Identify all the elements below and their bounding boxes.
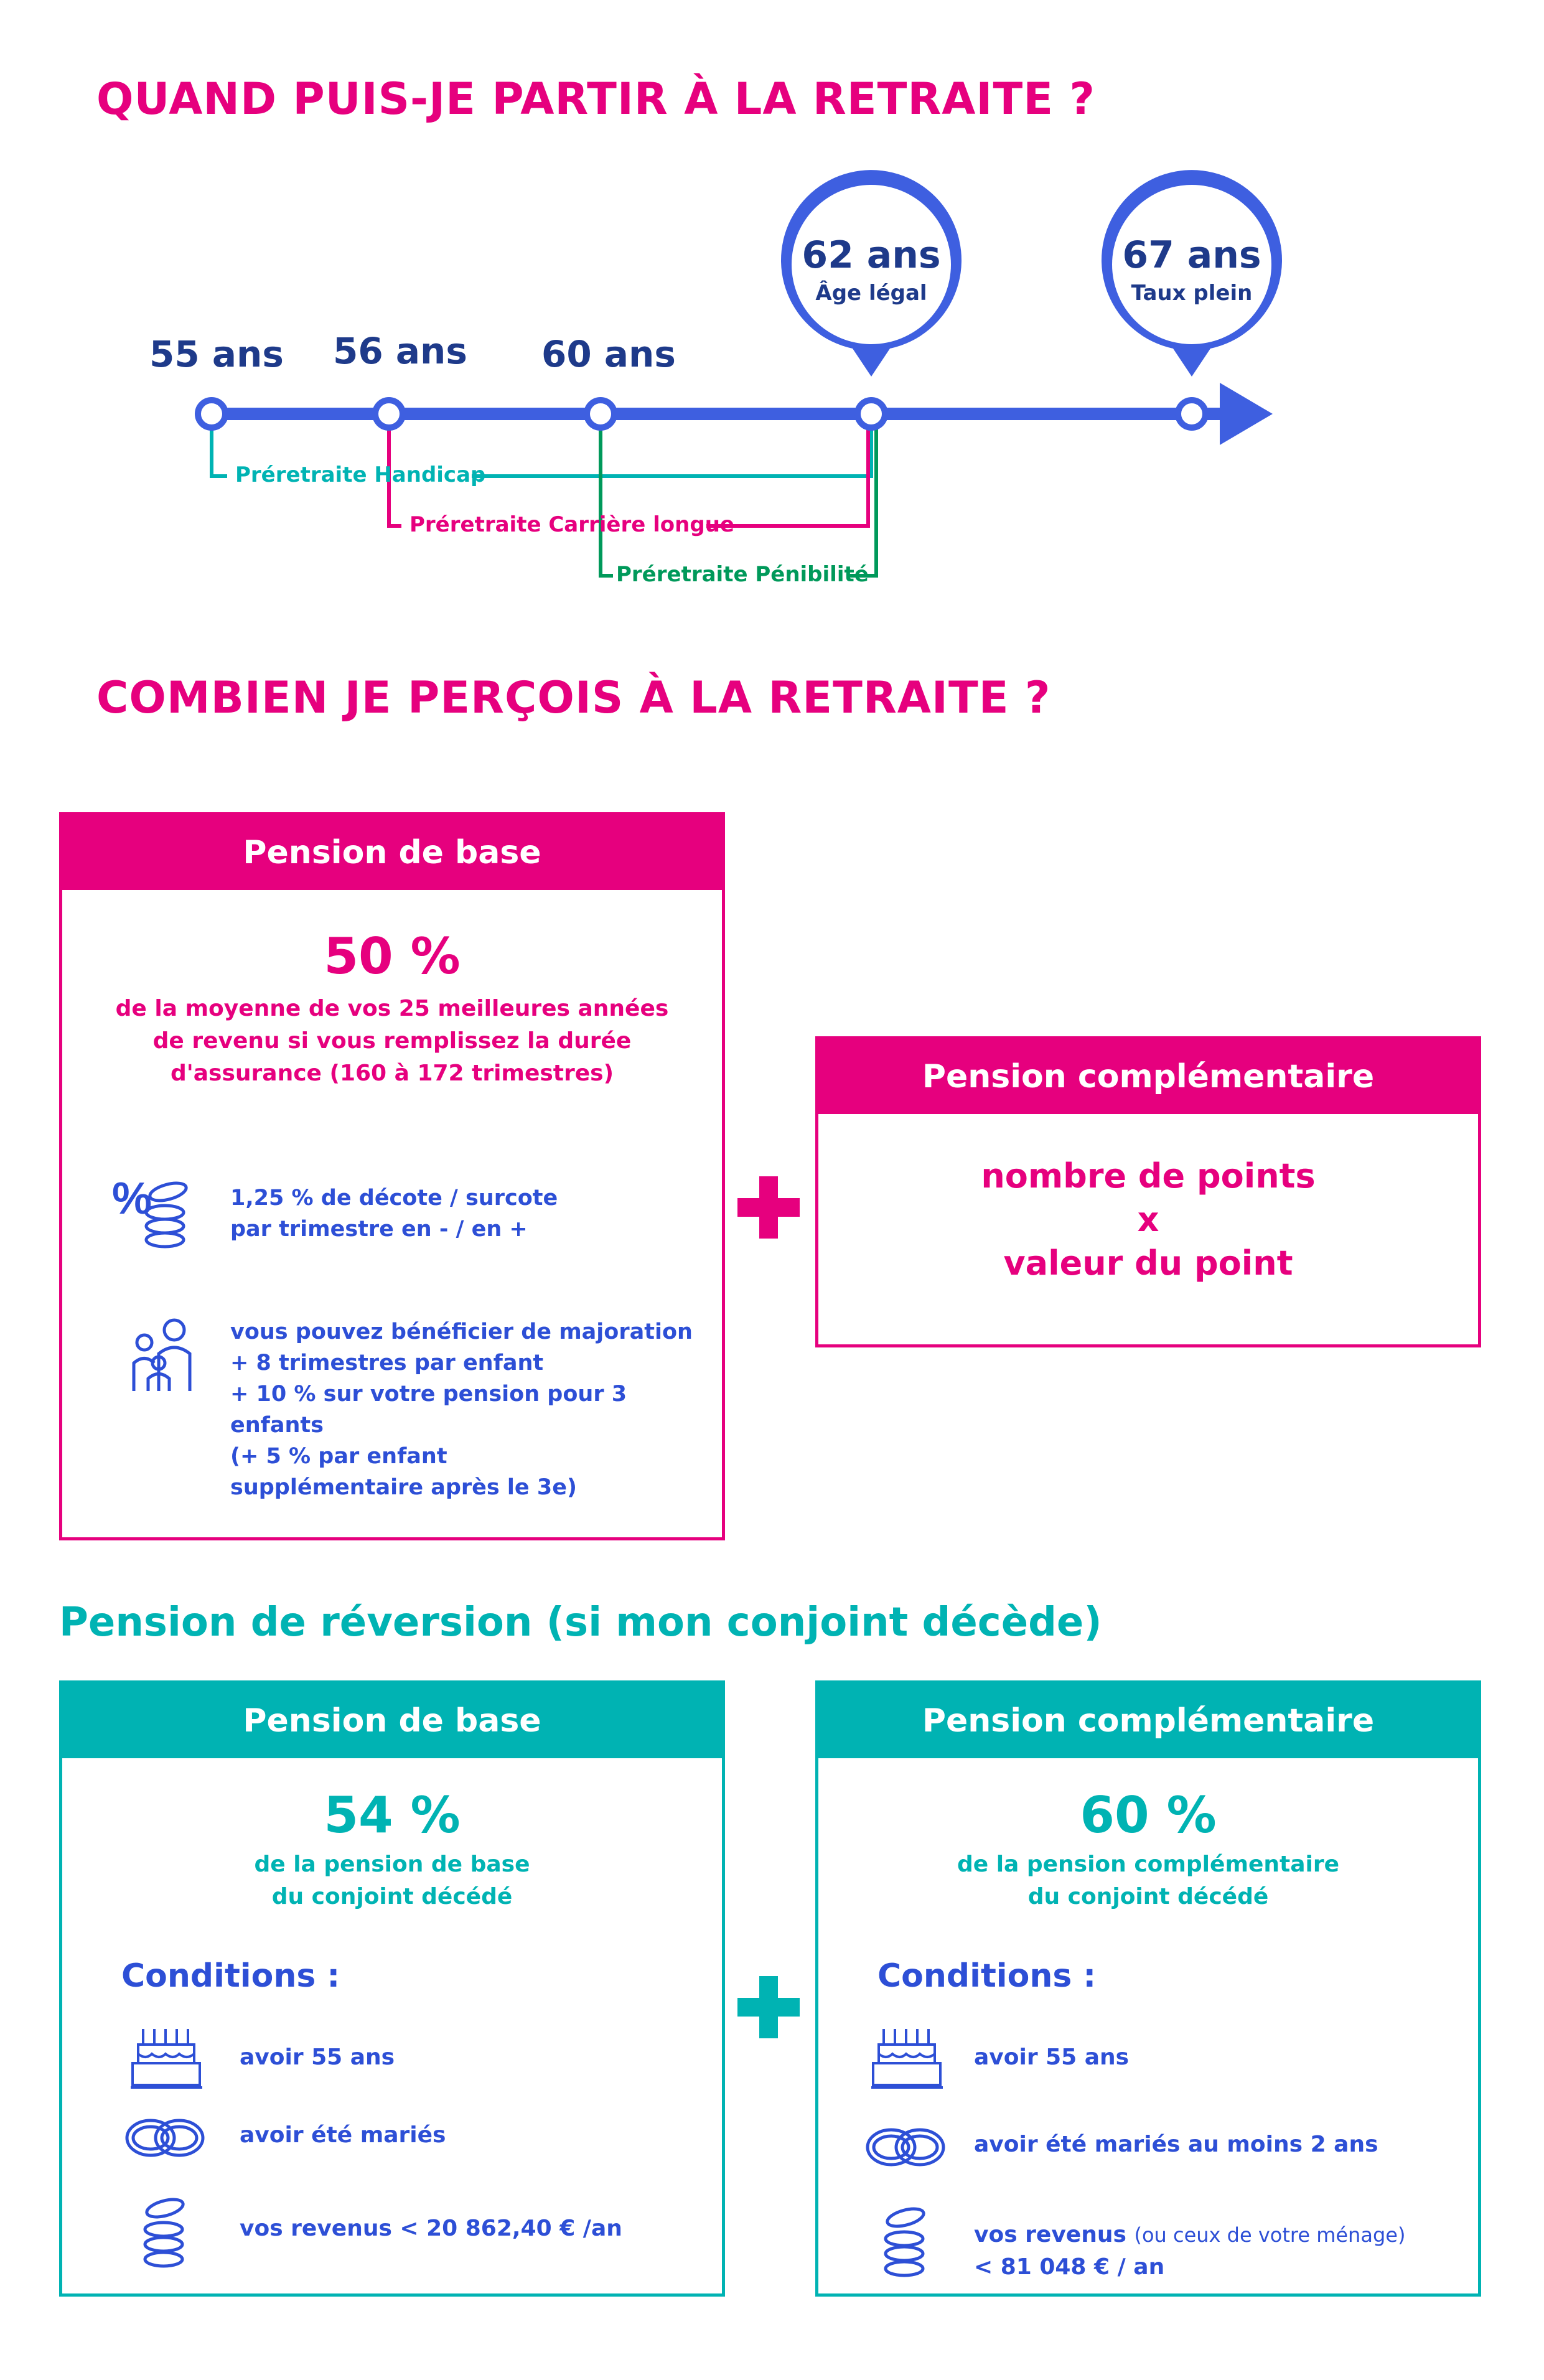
node-56 — [375, 400, 403, 428]
age-55: 55 ans — [149, 333, 284, 375]
reversion-base-header: Pension de base — [62, 1684, 722, 1758]
title-combien: COMBIEN JE PERÇOIS À LA RETRAITE ? — [96, 672, 1051, 723]
reversion-complementaire-box — [815, 1680, 1481, 2297]
condition-maries: avoir été mariés — [240, 2122, 446, 2148]
node-55 — [198, 400, 225, 428]
coins-icon — [140, 2197, 190, 2272]
conditions-title: Conditions : — [121, 1957, 340, 1995]
reversion-base-percent: 54 % — [324, 1786, 461, 1844]
condition-revenus: vos revenus < 20 862,40 € /an — [240, 2216, 622, 2241]
wedding-rings-icon — [865, 2122, 946, 2172]
base-description: de la moyenne de vos 25 meilleures années de revenu si vous remplissez la durée d'assurance (160 à 172 trimestres) — [115, 996, 669, 1086]
base-percent: 50 % — [324, 927, 461, 985]
timeline — [0, 0, 1544, 622]
family-icon — [131, 1316, 199, 1397]
age-60: 60 ans — [541, 333, 676, 375]
pension-base-header: Pension de base — [62, 815, 722, 890]
condition-revenus-compl: vos revenus (ou ceux de votre ménage) < 81 048 € / an — [974, 2222, 1406, 2280]
pension-complementaire-box — [815, 1036, 1481, 1347]
preretraite-handicap: Préretraite Handicap — [235, 462, 486, 487]
conditions-title-compl: Conditions : — [877, 1957, 1097, 1995]
preretraite-penibilite: Préretraite Pénibilité — [616, 562, 869, 587]
bubble-62: 62 ans Âge légal — [802, 233, 941, 306]
title-quand: QUAND PUIS-JE PARTIR À LA RETRAITE ? — [96, 73, 1096, 124]
decote-text: 1,25 % de décote / surcote par trimestre en - / en + — [230, 1186, 558, 1242]
complementaire-formula: nombre de points x valeur du point — [981, 1156, 1316, 1283]
wedding-rings-icon — [124, 2113, 205, 2163]
percent-coins-icon — [109, 1170, 196, 1251]
reversion-complementaire-header: Pension complémentaire — [818, 1684, 1478, 1758]
preretraite-carriere-longue: Préretraite Carrière longue — [409, 512, 734, 537]
condition-age: avoir 55 ans — [240, 2045, 395, 2070]
birthday-cake-icon — [131, 2023, 202, 2091]
timeline-arrow — [1220, 383, 1273, 445]
age-56: 56 ans — [333, 330, 467, 372]
node-67 — [1178, 400, 1205, 428]
pension-base-box — [59, 812, 725, 1540]
title-reversion: Pension de réversion (si mon conjoint décède) — [59, 1600, 1102, 1646]
plus-icon-teal — [734, 1973, 803, 2041]
reversion-base-box — [59, 1680, 725, 2297]
majoration-text: vous pouvez bénéficier de majoration + 8 trimestres par enfant + 10 % sur votre pension pour 3 enfants (+ 5 % par enfant supplémentaire après le 3e) — [230, 1319, 693, 1500]
condition-age-compl: avoir 55 ans — [974, 2045, 1130, 2070]
birthday-cake-icon — [871, 2023, 943, 2091]
node-62 — [858, 400, 885, 428]
reversion-compl-percent: 60 % — [1080, 1786, 1217, 1844]
svg-text:%: % — [112, 1174, 152, 1224]
reversion-compl-description: de la pension complémentaire du conjoint décédé — [957, 1852, 1340, 1909]
pension-complementaire-header: Pension complémentaire — [818, 1039, 1478, 1114]
bubble-67: 67 ans Taux plein — [1122, 233, 1261, 306]
reversion-base-description: de la pension de base du conjoint décédé — [254, 1852, 530, 1909]
coins-icon — [881, 2206, 930, 2281]
node-60 — [587, 400, 614, 428]
plus-icon-pink — [734, 1173, 803, 1242]
condition-maries-compl: avoir été mariés au moins 2 ans — [974, 2132, 1378, 2157]
